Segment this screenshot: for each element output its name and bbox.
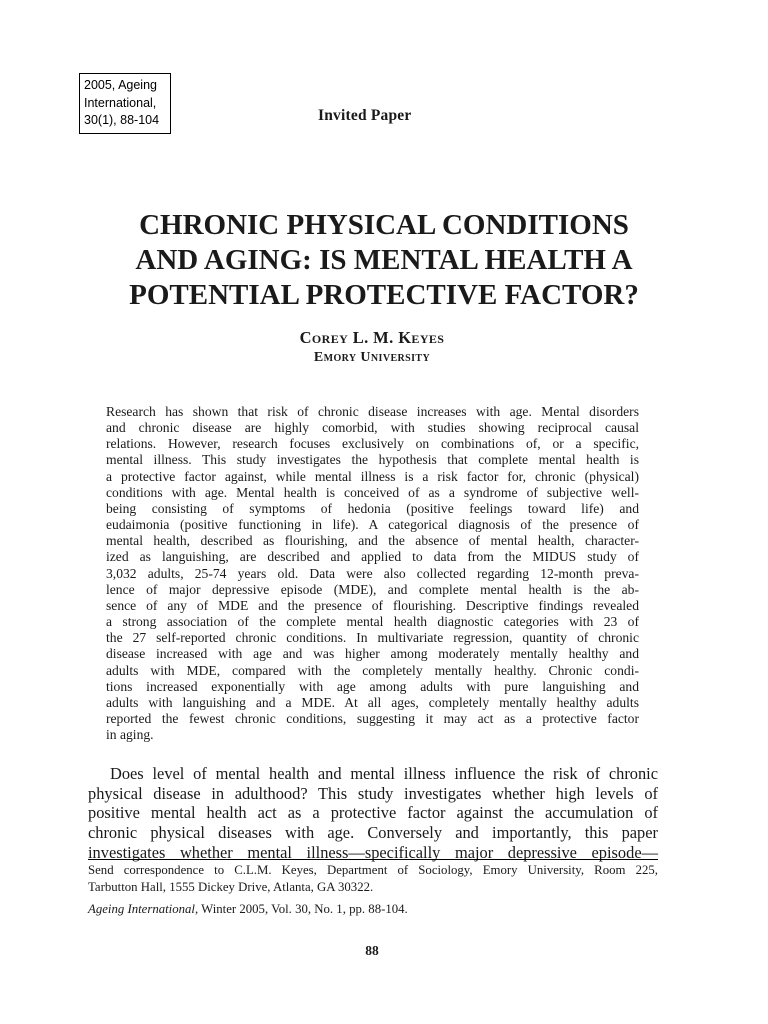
- title-line: CHRONIC PHYSICAL CONDITIONS: [139, 209, 629, 241]
- body-line: chronic physical diseases with age. Conversely and importantly, this paper: [88, 823, 658, 843]
- author-affiliation: Emory University: [313, 350, 431, 365]
- abstract-line: sence of any of MDE and the presence of flourishing. Descriptive findings revealed: [106, 597, 639, 613]
- abstract-line: mental illness. This study investigates the hypothesis that complete mental health is: [106, 452, 639, 468]
- abstract-line: a protective factor against, while mental illness is a risk factor for, chronic (physical): [106, 468, 639, 484]
- author-name: Corey L. M. Keyes: [299, 328, 445, 347]
- citation-line: 30(1), 88-104: [84, 113, 160, 127]
- abstract: [106, 404, 639, 743]
- title-line: POTENTIAL PROTECTIVE FACTOR?: [129, 279, 639, 311]
- footnote-line: Send correspondence to C.L.M. Keyes, Department of Sociology, Emory University, Room 225,: [88, 863, 658, 877]
- body-text: [88, 764, 658, 863]
- footnote-divider: [88, 859, 658, 860]
- abstract-line: and chronic disease are highly comorbid, with studies showing reciprocal causal: [106, 420, 639, 436]
- journal-name: Ageing International: [88, 902, 195, 916]
- abstract-line: adults with languishing and a MDE. At all ages, completely mentally healthy adults: [106, 694, 639, 710]
- abstract-line: disease increased with age and was higher among moderately mentally healthy and: [106, 646, 639, 662]
- abstract-line: ized as languishing, are described and applied to data from the MIDUS study of: [106, 549, 639, 565]
- abstract-line: being consisting of symptoms of hedonia (positive feelings toward life) and: [106, 500, 639, 516]
- abstract-line: eudaimonia (positive functioning in life). A categorical diagnosis of the presence of: [106, 517, 639, 533]
- abstract-line: lence of major depressive episode (MDE), and complete mental health is the ab-: [106, 581, 639, 597]
- abstract-line: Research has shown that risk of chronic disease increases with age. Mental disorders: [106, 404, 639, 419]
- body-line: Does level of mental health and mental illness influence the risk of chronic: [110, 764, 658, 783]
- journal-details: , Winter 2005, Vol. 30, No. 1, pp. 88-104.: [194, 902, 408, 916]
- paper-title: [84, 208, 684, 313]
- abstract-line: reported the fewest chronic conditions, suggesting it may act as a protective factor: [106, 710, 639, 726]
- citation-line: International,: [84, 95, 157, 110]
- abstract-line: mental health, described as flourishing, and the absence of mental health, character-: [106, 533, 639, 549]
- correspondence-footnote: [88, 862, 658, 896]
- title-line: AND AGING: IS MENTAL HEALTH A: [135, 244, 633, 276]
- citation-box: [79, 73, 171, 134]
- abstract-line: tions increased exponentially with age among adults with pure languishing and: [106, 678, 639, 694]
- abstract-line: adults with MDE, compared with the completely mentally healthy. Chronic condi-: [106, 662, 639, 678]
- abstract-line: 3,032 adults, 25-74 years old. Data were also collected regarding 12-month preva-: [106, 565, 639, 581]
- journal-reference: [88, 902, 408, 917]
- citation-line: 2005, Ageing: [84, 78, 157, 92]
- body-line: positive mental health act as a protective factor against the accumulation of: [88, 803, 658, 823]
- abstract-line: conditions with age. Mental health is conceived of as a syndrome of subjective well-: [106, 484, 639, 500]
- abstract-line: relations. However, research focuses exclusively on combinations of, or a specific,: [106, 436, 639, 452]
- abstract-line: the 27 self-reported chronic conditions. In multivariate regression, quantity of chronic: [106, 630, 639, 646]
- body-line: physical disease in adulthood? This study investigates whether high levels of: [88, 783, 658, 803]
- abstract-line: in aging.: [106, 727, 154, 743]
- footnote-line: Tarbutton Hall, 1555 Dickey Drive, Atlanta, GA 30322.: [88, 880, 374, 894]
- body-line: investigates whether mental illness—specifically major depressive episode—: [88, 842, 658, 862]
- abstract-line: a strong association of the complete mental health diagnostic categories with 23 of: [106, 614, 639, 630]
- paper-type-label: Invited Paper: [318, 107, 412, 124]
- page-number: 88: [365, 943, 379, 958]
